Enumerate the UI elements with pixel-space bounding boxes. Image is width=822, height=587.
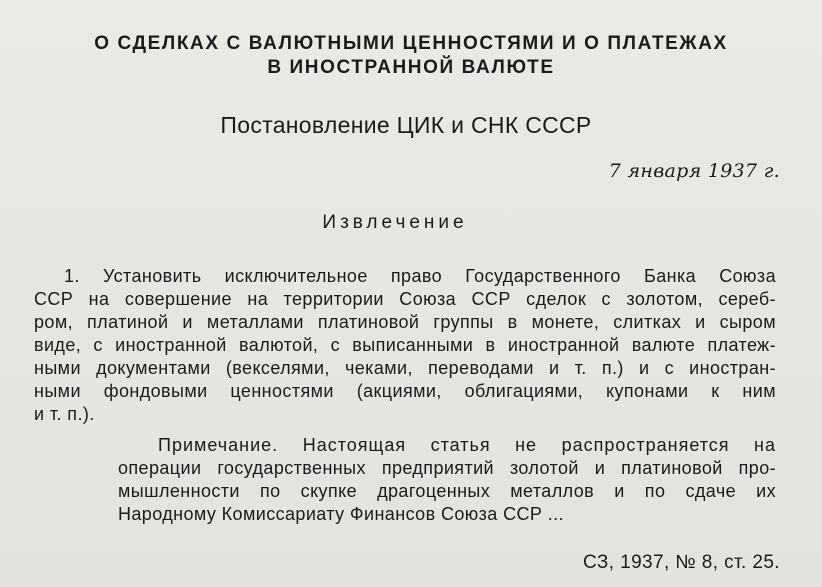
note-line-2: операции государственных предприятий золотой и платиновой про- bbox=[118, 458, 776, 478]
note-line-3: мышленности по скупке драгоценных металлов и по сдаче их bbox=[118, 481, 776, 501]
paragraph-1-line-5: ными документами (векселями, чеками, переводами и т. п.) и с иностран- bbox=[34, 358, 776, 378]
paragraph-1-line-1: 1. Установить исключительное право Государственного Банка Союза bbox=[64, 266, 776, 286]
source-citation: СЗ, 1937, № 8, ст. 25. bbox=[582, 552, 780, 573]
document-date: 7 января 1937 г. bbox=[608, 160, 780, 182]
paragraph-1-line-4: виде, с иностранной валютой, с выписанными в иностранной валюте платеж- bbox=[34, 335, 776, 355]
paragraph-1-line-3: ром, платиной и металлами платиновой группы в монете, слитках и сыром bbox=[34, 312, 776, 332]
paragraph-1-line-6: ными фондовыми ценностями (акциями, облигациями, купонами к ним bbox=[34, 381, 776, 401]
document-title-line-1: О СДЕЛКАХ С ВАЛЮТНЫМИ ЦЕННОСТЯМИ И О ПЛАТЕЖАХ bbox=[94, 33, 728, 54]
document-title-line-2: В ИНОСТРАННОЙ ВАЛЮТЕ bbox=[267, 57, 555, 78]
resolution-subtitle: Постановление ЦИК и СНК СССР bbox=[220, 112, 592, 138]
paragraph-1-line-7: и т. п.). bbox=[34, 404, 95, 424]
note-line-1: Примечание. Настоящая статья не распространяется на bbox=[158, 435, 776, 455]
paragraph-1-line-2: ССР на совершение на территории Союза ССР сделок с золотом, сереб- bbox=[34, 289, 776, 309]
extract-label: Извлечение bbox=[322, 212, 468, 233]
note-line-4: Народному Комиссариату Финансов Союза ССР ... bbox=[118, 504, 564, 524]
